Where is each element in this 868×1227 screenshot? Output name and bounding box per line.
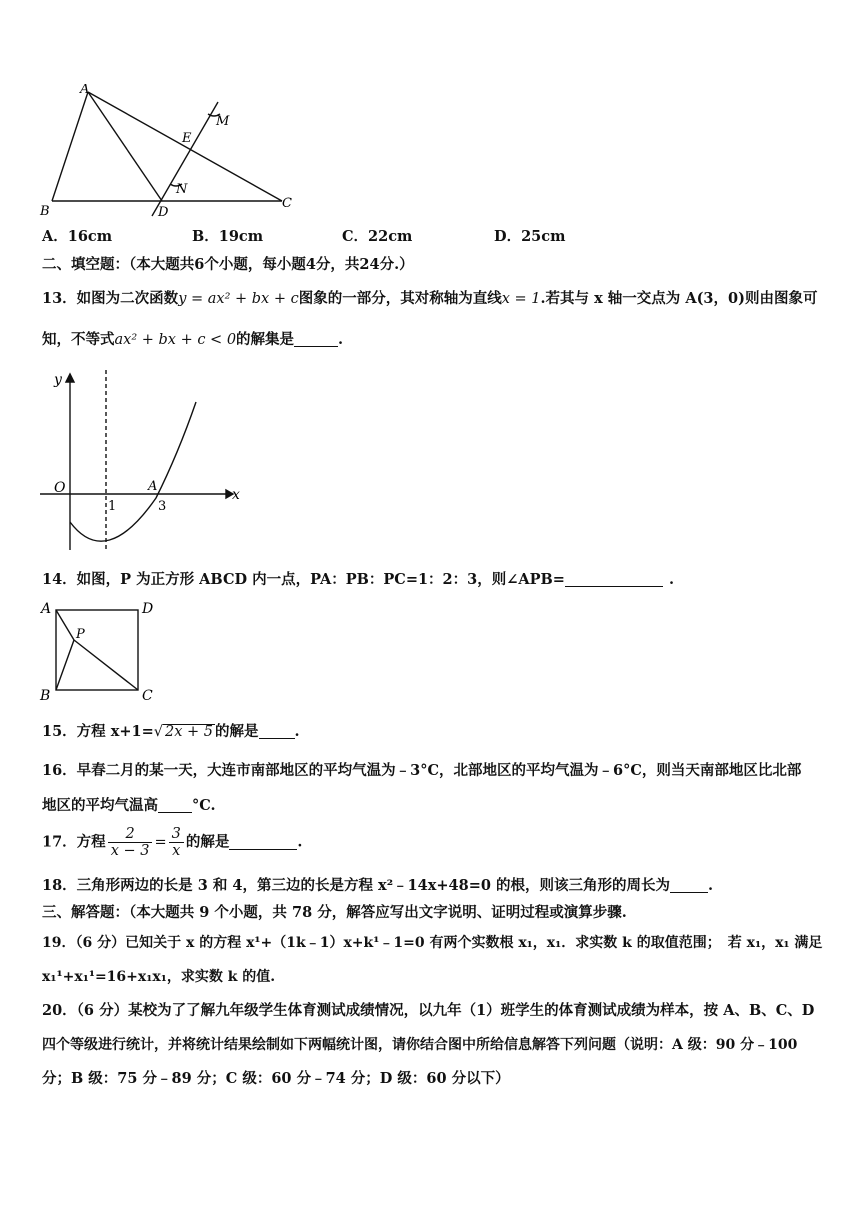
segment-ad	[88, 92, 162, 201]
q12-figure	[36, 84, 300, 220]
label-a: A	[80, 84, 90, 97]
q14-figure	[36, 598, 156, 706]
q12-option-b: B．19cm	[192, 228, 264, 245]
fraction-right: $\frac{3}{x}$	[169, 826, 184, 859]
segment-pa	[56, 610, 74, 640]
tick-label-3: 3	[158, 499, 167, 514]
answer-blank	[294, 332, 338, 347]
label-b: B	[40, 204, 50, 219]
side-ab	[52, 92, 88, 201]
q19-line2: x₁¹+x₁¹=16+x₁x₁，求实数 k 的值.	[42, 969, 276, 985]
label-m: M	[216, 114, 230, 129]
label-b: B	[40, 688, 51, 704]
axis-label-x: x	[232, 487, 240, 503]
label-c: C	[142, 688, 153, 704]
label-c: C	[282, 196, 292, 211]
q12-option-d: D．25cm	[494, 228, 566, 245]
segment-pc	[74, 640, 138, 690]
label-p: P	[76, 627, 85, 642]
q13-line2: 知，不等式ax² + bx + c < 0的解集是 .	[42, 331, 344, 348]
q12-option-a: A．16cm	[42, 228, 113, 245]
q20-line3: 分；B 级：75 分﹣89 分；C 级：60 分﹣74 分；D 级：60 分以下）	[42, 1070, 510, 1087]
section3-heading: 三、解答题：（本大题共 9 个小题，共 78 分，解答应写出文字说明、证明过程或演算步骤.	[42, 904, 627, 921]
q19-line1: 19．（6 分）已知关于 x 的方程 x¹+（1k﹣1）x+k¹﹣1=0 有两个实数根 x₁，x₁．求实数 k 的取值范围； 若 x₁，x₁ 满足	[42, 935, 823, 951]
section2-heading: 二、填空题：（本大题共6个小题，每小题4分，共24分.）	[42, 256, 414, 273]
square-abcd	[56, 610, 138, 690]
label-e: E	[182, 131, 192, 146]
answer-blank	[565, 572, 663, 587]
answer-blank	[158, 798, 192, 813]
answer-blank	[670, 878, 708, 893]
fraction-left: $\frac{2}{x - 3}$	[108, 826, 153, 859]
y-axis-arrow	[66, 374, 74, 382]
answer-blank	[259, 724, 295, 739]
segment-pb	[56, 640, 74, 690]
origin-label: O	[54, 480, 66, 496]
parabola-curve	[70, 402, 196, 541]
point-a-label: A	[148, 479, 158, 494]
q18-line: 18．三角形两边的长是 3 和 4，第三边的长是方程 x²﹣14x+48=0 的根，则该三角形的周长为 .	[42, 877, 714, 894]
label-d: D	[142, 601, 154, 617]
label-n: N	[176, 182, 188, 197]
q12-option-c: C．22cm	[342, 228, 413, 245]
q15-line: 15．方程 x+1=√ 2x + 5 的解是 .	[42, 723, 300, 740]
q14-line: 14．如图，P 为正方形 ABCD 内一点，PA：PB：PC=1：2：3，则∠APB= .	[42, 571, 675, 588]
answer-blank	[229, 835, 297, 850]
q20-line1: 20．（6 分）某校为了了解九年级学生体育测试成绩情况，以九年（1）班学生的体育测试成绩为样本，按 A、B、C、D	[42, 1002, 815, 1019]
tick-label-1: 1	[108, 499, 117, 514]
axis-label-y: y	[54, 372, 62, 388]
label-d: D	[158, 205, 169, 220]
label-a: A	[41, 601, 52, 617]
q13-figure	[36, 368, 248, 558]
q20-line2: 四个等级进行统计，并将统计结果绘制如下两幅统计图，请你结合图中所给信息解答下列问题（说明：A 级：90 分﹣100	[42, 1037, 798, 1053]
q13-line1: 13．如图为二次函数y = ax² + bx + c图象的一部分，其对称轴为直线x = 1.若其与 x 轴一交点为 A(3，0)则由图象可	[42, 290, 818, 307]
q17-line: 17．方程 $\frac{2}{x - 3}$ = $\frac{3}{x}$ 的解是 .	[42, 826, 303, 859]
q16-line1: 16．早春二月的某一天，大连市南部地区的平均气温为﹣3°C，北部地区的平均气温为﹣6°C，则当天南部地区比北部	[42, 762, 802, 779]
q16-line2: 地区的平均气温高 °C.	[42, 797, 216, 814]
